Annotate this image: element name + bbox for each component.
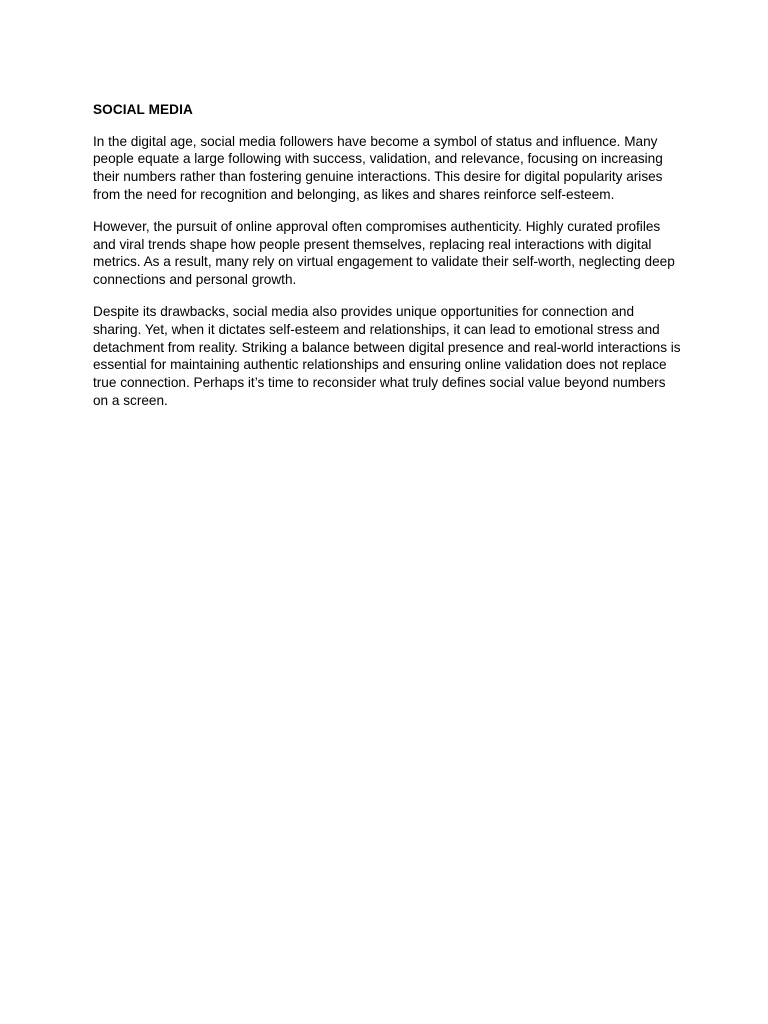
document-title: SOCIAL MEDIA — [93, 102, 193, 117]
document-body — [93, 101, 683, 424]
paragraph-3: Despite its drawbacks, social media also provides unique opportunities for connection and sharing. Yet, when it dictates self-esteem and relationships, it can lead to emotional stress and detachment from reality. Striking a balance between digital presence and real-world interactions is essential for maintaining authentic relationships and ensuring online validation does not replace true connection. Perhaps it’s time to reconsider what truly defines social value beyond numbers on a screen. — [93, 304, 681, 408]
paragraph-2: However, the pursuit of online approval often compromises authenticity. Highly curated profiles and viral trends shape how people present themselves, replacing real interactions with digital metrics. As a result, many rely on virtual engagement to validate their self-worth, neglecting deep connections and personal growth. — [93, 219, 675, 288]
paragraph-1: In the digital age, social media followers have become a symbol of status and influence. Many people equate a large following with success, validation, and relevance, focusing on increasing their numbers rather than fostering genuine interactions. This desire for digital popularity arises from the need for recognition and belonging, as likes and shares reinforce self-esteem. — [93, 133, 663, 202]
